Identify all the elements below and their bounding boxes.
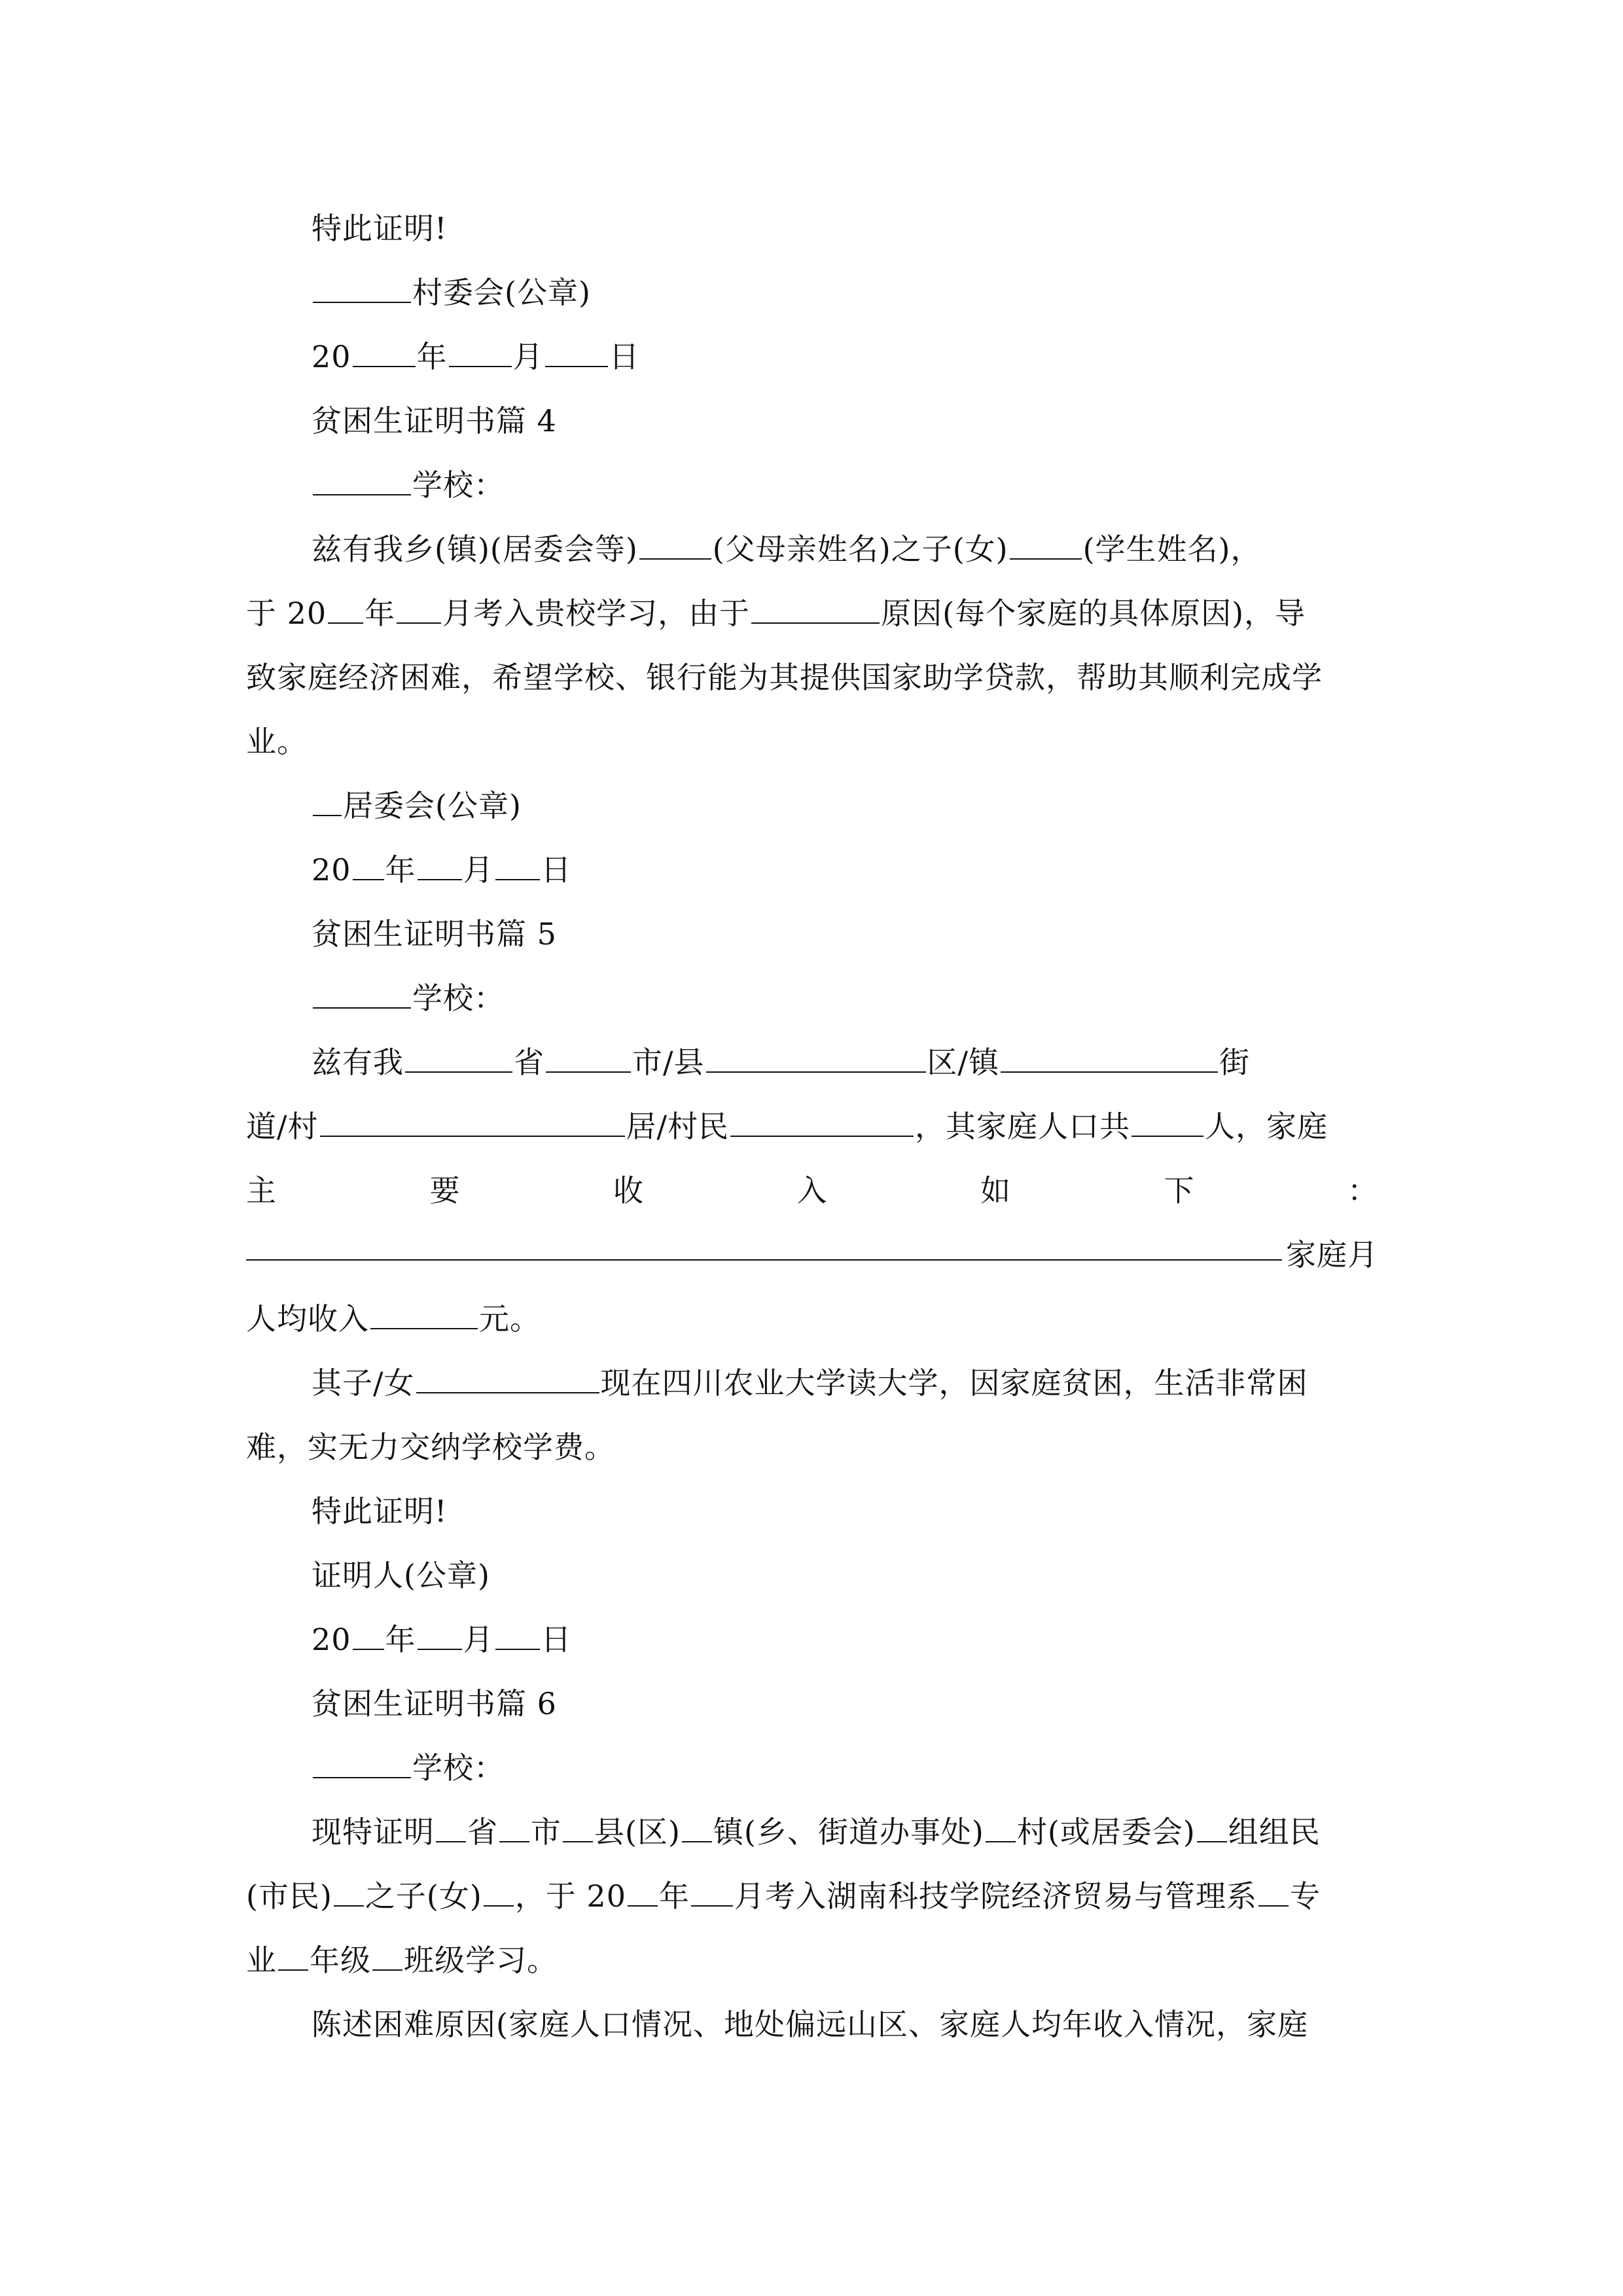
special-statement: 特此证明! [312, 211, 448, 246]
school-line: 学校： [312, 966, 1378, 1030]
paragraph-line: 兹有我乡(镇)(居委会等) (父母亲姓名)之子(女) (学生姓名)， [312, 531, 1262, 567]
special-statement: 特此证明! [312, 1494, 448, 1529]
paragraph-line: 道/村 居/村民 ，其家庭人口共 人，家庭 [246, 1109, 1328, 1144]
certifier-line: 证明人(公章) [312, 1558, 490, 1593]
paragraph-line: 难，实无力交纳学校学费。 [246, 1429, 615, 1465]
school-line: 学校： [312, 1736, 1378, 1800]
paragraph-line: (市民) 之子(女) ，于 20 年 月考入湖南科技学院经济贸易与管理系 专 [246, 1878, 1321, 1914]
section-heading: 贫困生证明书篇 6 [312, 1686, 557, 1721]
paragraph-line: 于 20 年 月考入贵校学习，由于 原因(每个家庭的具体原因)，导 [246, 596, 1306, 631]
date-line: 20 年 月 日 [312, 1622, 572, 1657]
spaced-line: 主 要 收 入 如 下 ： [246, 1173, 1378, 1208]
blank-line: 家庭月 [246, 1223, 1378, 1287]
paragraph-line: 业 年级 班级学习。 [246, 1943, 558, 1978]
seal-line: 居委会(公章) [312, 774, 1378, 838]
paragraph-line: 其子/女 现在四川农业大学读大学，因家庭贫困，生活非常困 [312, 1365, 1308, 1401]
school-line: 学校： [312, 453, 1378, 517]
section-heading: 贫困生证明书篇 5 [312, 916, 557, 952]
date-line: 20 年 月 日 [312, 852, 572, 888]
village-seal-line: 村委会(公章) [312, 260, 1378, 325]
date-line: 20 年 月 日 [312, 339, 640, 374]
paragraph-line: 人均收入 元。 [246, 1301, 541, 1336]
paragraph-line: 业。 [246, 724, 308, 759]
section-heading: 贫困生证明书篇 4 [312, 403, 557, 439]
paragraph-line: 致家庭经济困难，希望学校、银行能为其提供国家助学贷款，帮助其顺利完成学 [246, 660, 1323, 695]
paragraph-line: 现特证明 省 市 县(区) 镇(乡、街道办事处) 村(或居委会) 组组民 [312, 1814, 1321, 1850]
paragraph-line: 兹有我 省 市/县 区/镇 街 [312, 1045, 1250, 1080]
paragraph-line: 陈述困难原因(家庭人口情况、地处偏远山区、家庭人均年收入情况，家庭 [312, 2007, 1308, 2042]
